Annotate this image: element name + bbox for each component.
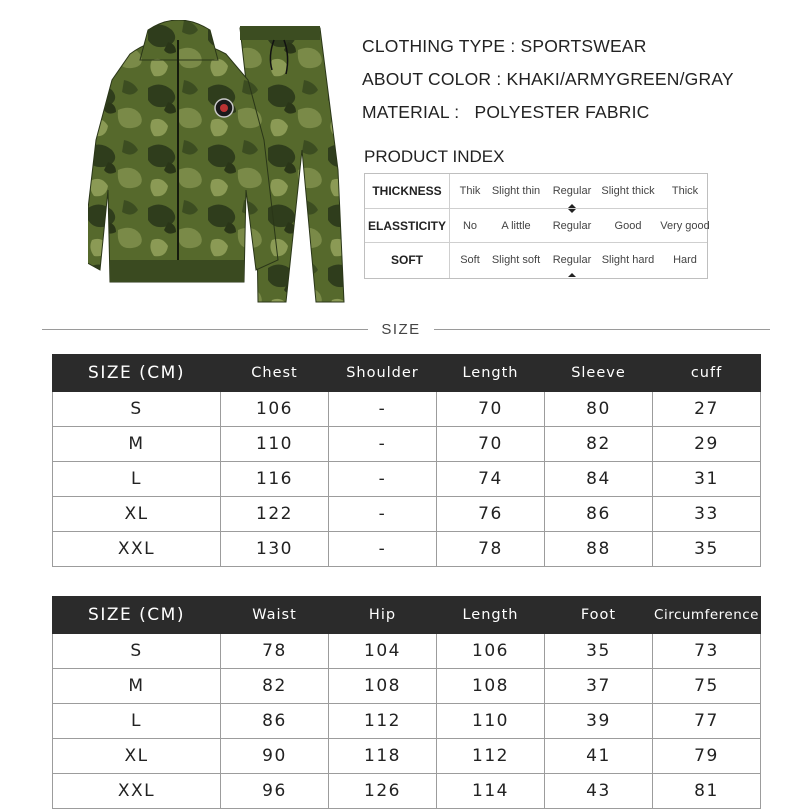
size-cell: L [53, 462, 221, 497]
value-cell: 37 [545, 669, 653, 704]
value-cell: 76 [437, 497, 545, 532]
size-cell: S [53, 392, 221, 427]
column-header: SIZE (CM) [53, 355, 221, 392]
value-cell: 122 [221, 497, 329, 532]
value-cell: 118 [329, 739, 437, 774]
column-header: SIZE (CM) [53, 597, 221, 634]
index-option: No [462, 220, 478, 232]
value-cell: 126 [329, 774, 437, 809]
index-option: Very good [660, 220, 710, 232]
value-cell: 114 [437, 774, 545, 809]
value-cell: - [329, 532, 437, 567]
value-cell: 70 [437, 392, 545, 427]
column-header: Circumference [653, 597, 761, 634]
value-cell: 130 [221, 532, 329, 567]
spec-about-color: ABOUT COLOR : KHAKI/ARMYGREEN/GRAY [362, 69, 734, 89]
index-option: Thik [459, 185, 481, 197]
product-index-box [364, 173, 708, 279]
value-cell: - [329, 427, 437, 462]
value-cell: 29 [653, 427, 761, 462]
value-cell: 31 [653, 462, 761, 497]
spec-material: MATERIAL : POLYESTER FABRIC [362, 102, 650, 122]
column-header: Foot [545, 597, 653, 634]
index-option: Slight hard [601, 254, 655, 266]
value-cell: 90 [221, 739, 329, 774]
index-row-label: THICKNESS [372, 184, 442, 198]
value-cell: 79 [653, 739, 761, 774]
size-cell: XXL [53, 774, 221, 809]
table-row [53, 462, 761, 497]
value-cell: 106 [221, 392, 329, 427]
table-row [53, 704, 761, 739]
value-cell: 81 [653, 774, 761, 809]
index-option: Hard [673, 254, 697, 266]
value-cell: 112 [329, 704, 437, 739]
value-cell: 78 [437, 532, 545, 567]
value-cell: 27 [653, 392, 761, 427]
index-option: Regular [552, 185, 592, 197]
value-cell: - [329, 497, 437, 532]
value-cell: 75 [653, 669, 761, 704]
index-option: Regular [552, 220, 592, 232]
index-row-soft [365, 243, 707, 277]
table-row [53, 427, 761, 462]
value-cell: 33 [653, 497, 761, 532]
value-cell: 108 [329, 669, 437, 704]
value-cell: 110 [437, 704, 545, 739]
value-cell: 35 [545, 634, 653, 669]
value-cell: 106 [437, 634, 545, 669]
value-cell: 104 [329, 634, 437, 669]
index-option: Soft [460, 254, 480, 266]
divider-line-left [42, 329, 368, 330]
size-cell: S [53, 634, 221, 669]
column-header: Chest [221, 355, 329, 392]
column-header: Sleeve [545, 355, 653, 392]
value-cell: - [329, 392, 437, 427]
selection-marker-icon [568, 209, 576, 213]
size-cell: M [53, 669, 221, 704]
table-row [53, 739, 761, 774]
divider-label: SIZE [381, 321, 421, 338]
selection-marker-icon [568, 273, 576, 277]
index-option: Slight thin [491, 185, 541, 197]
index-row-thickness [365, 174, 707, 208]
value-cell: 35 [653, 532, 761, 567]
pants-size-table [52, 596, 761, 809]
size-cell: XXL [53, 532, 221, 567]
column-header: Shoulder [329, 355, 437, 392]
table-row [53, 774, 761, 809]
value-cell: 116 [221, 462, 329, 497]
value-cell: 84 [545, 462, 653, 497]
size-cell: M [53, 427, 221, 462]
value-cell: 41 [545, 739, 653, 774]
value-cell: - [329, 462, 437, 497]
value-cell: 80 [545, 392, 653, 427]
table-row [53, 497, 761, 532]
spec-clothing-type: CLOTHING TYPE : SPORTSWEAR [362, 36, 647, 56]
column-header: Waist [221, 597, 329, 634]
value-cell: 70 [437, 427, 545, 462]
value-cell: 74 [437, 462, 545, 497]
table-row [53, 392, 761, 427]
value-cell: 108 [437, 669, 545, 704]
size-cell: XL [53, 739, 221, 774]
index-option: Slight thick [601, 185, 655, 197]
table-row [53, 532, 761, 567]
value-cell: 73 [653, 634, 761, 669]
value-cell: 82 [545, 427, 653, 462]
value-cell: 88 [545, 532, 653, 567]
size-cell: XL [53, 497, 221, 532]
value-cell: 43 [545, 774, 653, 809]
product-index-title: PRODUCT INDEX [364, 147, 505, 166]
index-row-label: SOFT [391, 253, 423, 267]
column-header: Hip [329, 597, 437, 634]
index-option: Thick [671, 185, 699, 197]
index-option: Regular [552, 254, 592, 266]
value-cell: 112 [437, 739, 545, 774]
size-cell: L [53, 704, 221, 739]
value-cell: 86 [545, 497, 653, 532]
index-row-label: ELASSTICITY [367, 219, 446, 233]
index-option: Slight soft [491, 254, 541, 266]
value-cell: 39 [545, 704, 653, 739]
table-row [53, 669, 761, 704]
divider-line-right [434, 329, 770, 330]
index-option: Good [614, 220, 642, 232]
value-cell: 82 [221, 669, 329, 704]
column-header: Length [437, 355, 545, 392]
index-option: A little [501, 220, 531, 232]
index-row-elassticity [365, 209, 710, 243]
table-row [53, 634, 761, 669]
tracksuit-image [88, 20, 358, 310]
column-header: cuff [653, 355, 761, 392]
value-cell: 110 [221, 427, 329, 462]
value-cell: 78 [221, 634, 329, 669]
value-cell: 86 [221, 704, 329, 739]
selection-marker-icon [568, 204, 576, 208]
value-cell: 77 [653, 704, 761, 739]
column-header: Length [437, 597, 545, 634]
jacket-size-table [52, 354, 761, 567]
value-cell: 96 [221, 774, 329, 809]
